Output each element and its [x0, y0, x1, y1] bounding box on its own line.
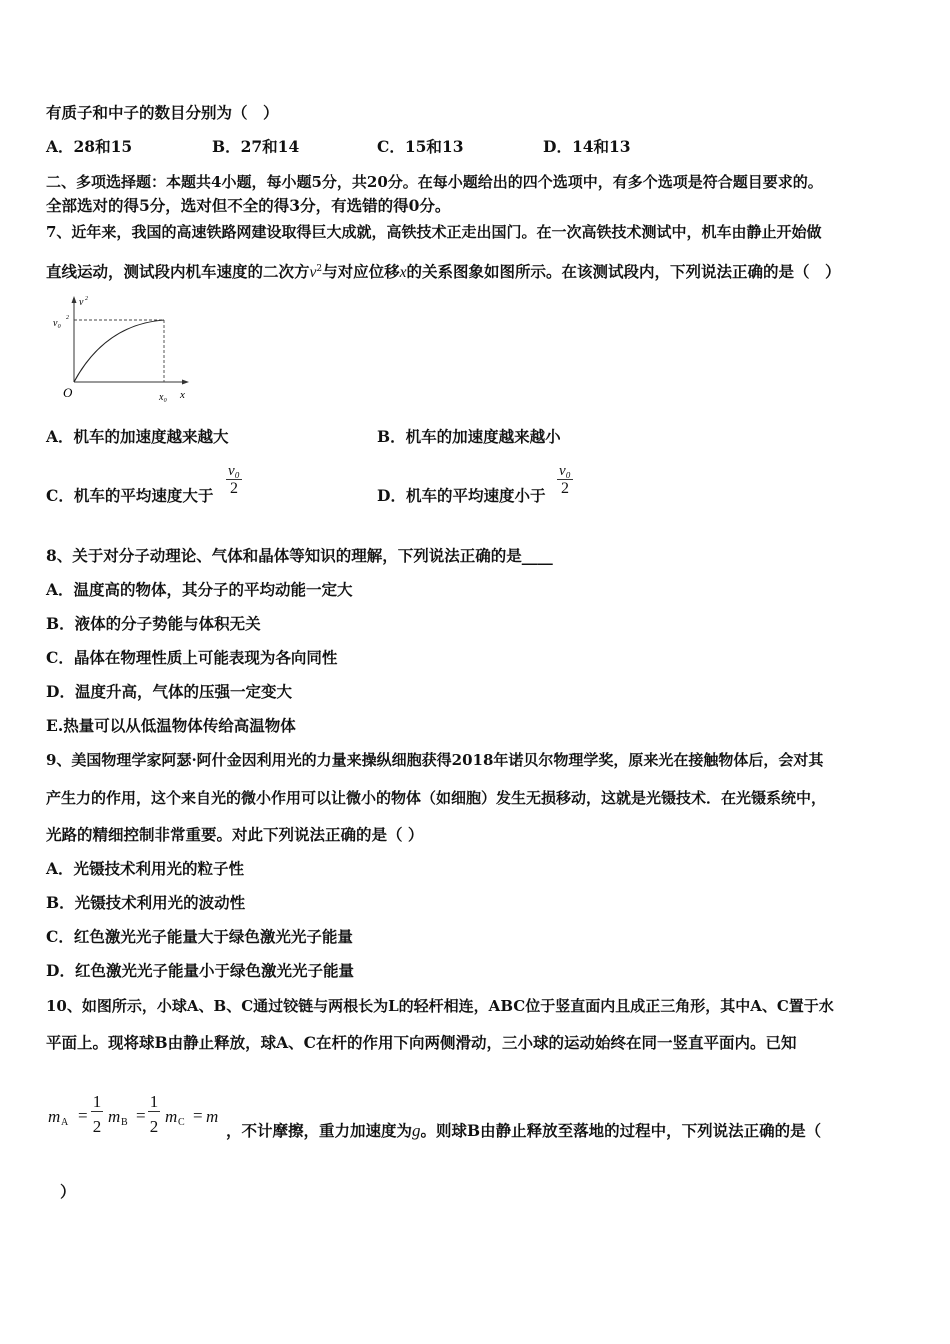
q7-stem-line2c: 的关系图象如图所示。在该测试段内，下列说法正确的是（ ）: [406, 262, 841, 282]
q7-graph-x-arrow: [182, 380, 189, 385]
q7-stem-line2b: 与对应位移: [322, 262, 400, 282]
q7-graph-y-arrow: [72, 296, 77, 303]
q10-mB: m: [108, 1107, 121, 1126]
q7-stem-line2a: 直线运动，测试段内机车速度的二次方: [46, 262, 310, 282]
q10-mA-sub: A: [61, 1117, 69, 1128]
q10-half1-den: 2: [92, 1117, 102, 1136]
q7-graph-x-label: x: [180, 389, 185, 401]
q10-stem-line2: 平面上。现将球B由静止释放，球A、C在杆的作用下向两侧滑动，三小球的运动始终在同一竖直平面内。已知: [46, 1033, 797, 1052]
q10-mB-sub: B: [121, 1117, 128, 1128]
q7-graph-curve: [74, 320, 164, 382]
q7-graph-x-tick: x₀: [159, 392, 167, 403]
q8-option-a: A．温度高的物体，其分子的平均动能一定大: [46, 580, 353, 599]
q7-graph-y-tick: v₀: [53, 318, 61, 329]
q10-mass-formula: [48, 1093, 228, 1143]
q8-stem: 8、关于对分子动理论、气体和晶体等知识的理解，下列说法正确的是____: [46, 546, 553, 565]
q9-stem-line3: 光路的精细控制非常重要。对此下列说法正确的是（ ）: [46, 825, 424, 844]
q7-option-d-fraction: [557, 463, 573, 498]
q9-option-c: C．红色激光光子能量大于绿色激光光子能量: [46, 927, 353, 946]
q7-stem-line2: [46, 259, 841, 283]
q6-option-d: D．14和13: [543, 137, 631, 156]
q6-option-c: C．15和13: [377, 137, 464, 156]
q9-stem-line2: 产生力的作用，这个来自光的微小作用可以让微小的物体（如细胞）发生无损移动，这就是光镊技术．在光镊系统中，: [46, 789, 827, 807]
q10-g-symbol: g: [412, 1121, 421, 1140]
q7-option-d-frac-num: v₀: [559, 463, 571, 479]
q9-option-d: D．红色激光光子能量小于绿色激光光子能量: [46, 961, 354, 980]
q6-option-a: A．28和15: [46, 137, 133, 156]
q10-mC-sub: C: [178, 1117, 185, 1128]
q10-stem-line1: 10、如图所示，小球A、B、C通过铰链与两根长为L的轻杆相连，ABC位于竖直面内且成正三角形，其中A、C置于水: [46, 997, 834, 1015]
q10-close-paren: ）: [60, 1182, 76, 1201]
q7-option-c-frac-num: v₀: [228, 463, 240, 479]
q7-graph-y-label: v: [79, 297, 84, 308]
section2-heading-line1: 二、多项选择题：本题共4小题，每小题5分，共20分。在每小题给出的四个选项中，有多个选项是符合题目要求的。: [46, 173, 823, 191]
q10-eq2: =: [136, 1106, 146, 1125]
q8-option-c: C．晶体在物理性质上可能表现为各向同性: [46, 648, 338, 667]
q7-x-symbol: x: [399, 264, 407, 282]
q8-option-d: D．温度升高，气体的压强一定变大: [46, 682, 292, 701]
q10-half2-den: 2: [149, 1117, 159, 1136]
q10-stem-line3b: 。则球B由静止释放至落地的过程中，下列说法正确的是（: [420, 1121, 822, 1140]
q7-stem-line1: 7、近年来，我国的高速铁路网建设取得巨大成就，高铁技术正走出国门。在一次高铁技术测试中，机车由静止开始做: [46, 223, 822, 241]
q7-option-c-fraction: [226, 463, 242, 498]
q7-option-b: B．机车的加速度越来越小: [377, 427, 561, 446]
q7-option-d-frac-den: 2: [560, 480, 569, 497]
q10-stem-line3: [226, 1121, 821, 1141]
q7-option-c-frac-den: 2: [229, 480, 238, 497]
q10-m: m: [206, 1107, 219, 1126]
q7-graph: [46, 293, 196, 405]
q10-mA: m: [48, 1107, 61, 1126]
q7-option-d: D．机车的平均速度小于: [377, 486, 546, 505]
q7-option-c: C．机车的平均速度大于: [46, 486, 214, 505]
q10-half1-num: 1: [92, 1092, 102, 1111]
q8-option-b: B．液体的分子势能与体积无关: [46, 614, 261, 633]
q6-stem-tail: 有质子和中子的数目分别为（ ）: [46, 103, 279, 122]
q10-stem-line3a: ，不计摩擦，重力加速度为: [226, 1121, 413, 1140]
q9-option-a: A．光镊技术利用光的粒子性: [46, 859, 245, 878]
q7-v-symbol: v: [309, 264, 317, 282]
q10-half2-num: 1: [149, 1092, 159, 1111]
q9-stem-line1: 9、美国物理学家阿瑟·阿什金因利用光的力量来操纵细胞获得2018年诺贝尔物理学奖，原来光在接触物体后，会对其: [46, 751, 824, 769]
q10-eq3: =: [193, 1106, 203, 1125]
q7-graph-y-label-sup: 2: [85, 296, 88, 302]
section2-heading-line2: 全部选对的得5分，选对但不全的得3分，有选错的得0分。: [46, 196, 451, 215]
q6-option-b: B．27和14: [212, 137, 300, 156]
q7-v-square: 2: [316, 264, 323, 274]
q7-option-a: A．机车的加速度越来越大: [46, 427, 229, 446]
q10-mC: m: [165, 1107, 178, 1126]
q9-option-b: B．光镊技术利用光的波动性: [46, 893, 246, 912]
q8-option-e: E.热量可以从低温物体传给高温物体: [46, 716, 296, 735]
q7-graph-y-tick-sup: 2: [66, 315, 69, 321]
q10-eq1: =: [78, 1106, 88, 1125]
q7-graph-origin: O: [63, 385, 73, 400]
